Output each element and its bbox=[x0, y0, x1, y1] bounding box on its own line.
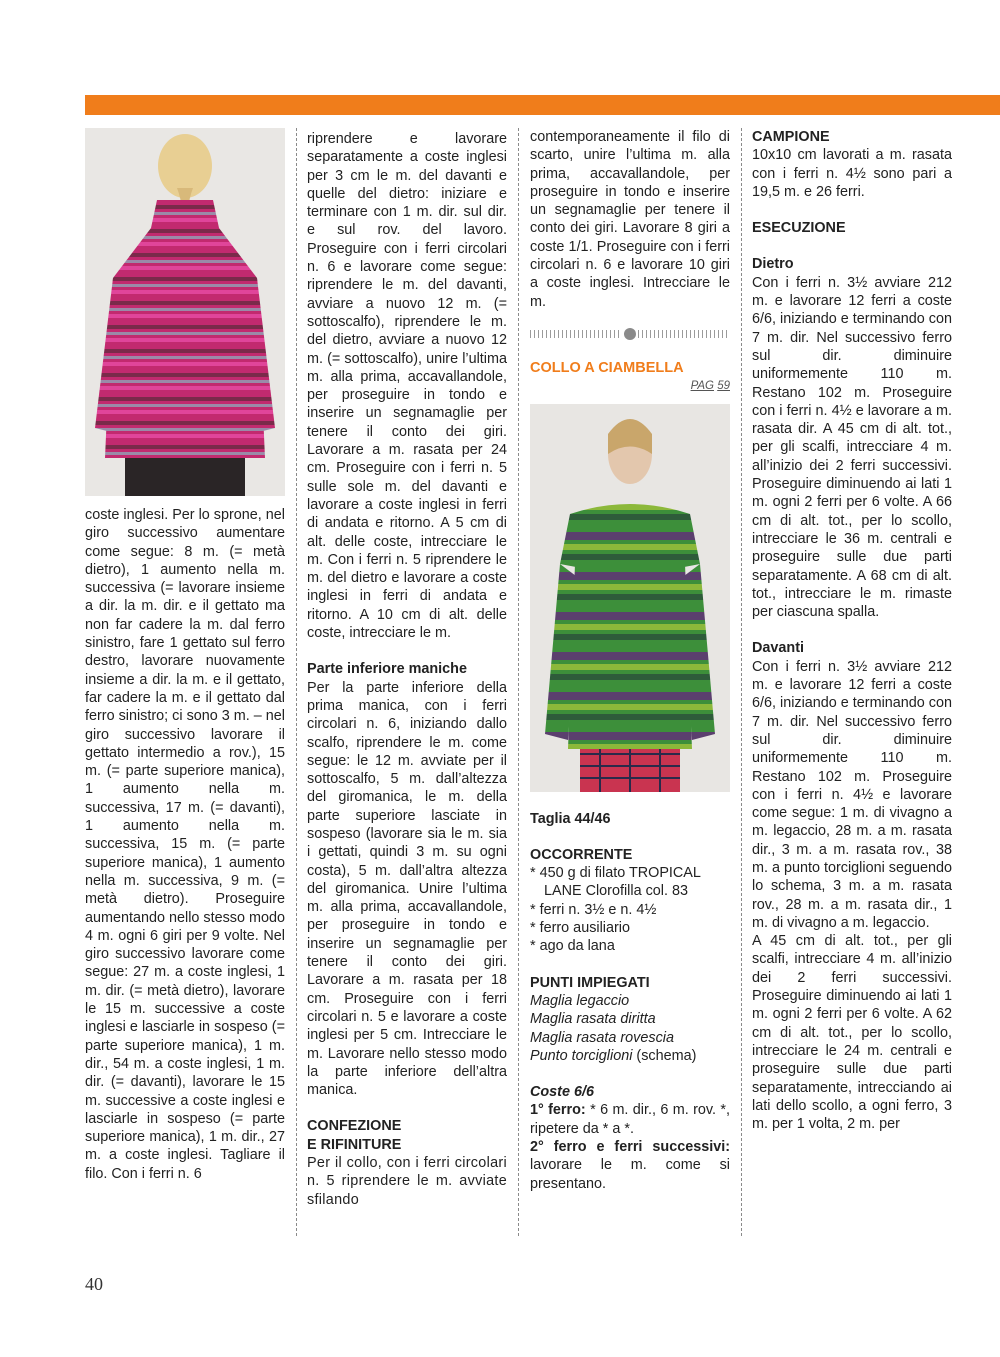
col2-paragraph: Per il collo, con i ferri circolari n. 5 riprendere le m. avviate sfilando bbox=[307, 1155, 507, 1208]
col1-text: coste inglesi. Per lo sprone, nel giro successivo aumentare come segue: 8 m. (= metà dietro), 1 aumento nella m. successiva (= lavorare insieme a dir. la m. dir. e il gettato ma non far cadere la m. dal ferro sinistro, fare 1 gettato sul ferro destro, lavorare nuovamente insieme a dir. la m. e il gettato, far cadere la m. e il gettato dal ferro sinistro; ci sono 3 m. – nel giro successivo lavorare il gettato intermedio a rov.), 15 m. (= parte superiore manica), 1 aumento nella m. successiva, 17 m. (= davanti), 1 aumento nella m. successiva, 15 m. (= parte superiore manica), 1 aumento nella m. successiva, 9 m. (= metà dietro). Proseguire aumentando nello stesso modo 4 m. ogni 6 giri per 9 volte. Nel giro successivo lavorare come segue: 27 m. a coste inglesi, 1 m. dir. (= metà dietro), lavorare le 15 m. successive a coste inglesi e lasciarle in sospeso (= parte superiore manica), 1 m. dir., 54 m. a coste inglesi, 1 m. dir. (= davanti), lavorare le 15 m. successive a coste inglesi e lasciarle in sospeso (= parte superiore manica), 1 m. dir., 27 m. a coste inglesi. Tagliare il filo. Con i ferri n. 6 bbox=[85, 507, 286, 1182]
page-reference: PAG 59 bbox=[690, 380, 730, 393]
col4-paragraph: A 45 cm di alt. tot., per gli scalfi, intrecciare 4 m. all’inizio dei 2 ferri successivi. Proseguire diminuendo ai lati 1 m. ogni 2 ferri per 6 volte. A 62 cm di alt. tot., per lo scollo, intrecciare le 24 m. centrali e proseguire sulle due parti separatamente, intrecciando ai lati dello scollo, a ogni ferro, 3 m. per 1 volta, 2 m. per bbox=[752, 933, 952, 1133]
stitch-item: Maglia rasata rovescia bbox=[530, 1029, 674, 1046]
section-heading-maniche: Parte inferiore maniche bbox=[307, 661, 467, 678]
green-sweater-icon bbox=[530, 404, 730, 792]
col3-paragraph: contemporaneamente il filo di scarto, unire l’ultima m. alla prima, accavallandole, per proseguire in tondo e inserire un segnamaglie per tenere il conto dei giri. Lavorare 8 giri a coste 1/1. Proseguire con i ferri circolari n. 6 e lavorare 10 giri a coste inglesi. Intrecciare le m. bbox=[530, 129, 730, 310]
size-label: Taglia 44/46 bbox=[530, 810, 611, 827]
column-3 bbox=[530, 128, 730, 1193]
section-heading-dietro: Dietro bbox=[752, 256, 794, 273]
section-title: COLLO A CIAMBELLA bbox=[530, 359, 684, 376]
col2-paragraph: Per la parte inferiore della prima manica, con i ferri circolari n. 6, iniziando dallo scalfo, riprendere le m. come segue: le 12 m. avviate per il sottoscalfo, 5 m. dall’altezza del giromanica, le m. della parte superiore lasciate in sospeso (lavorare sia le m. sia i gettati, quindi 3 m. su ogni costa), 5 m. dall’altra altezza del giromanica. Unire l’ultima m. alla prima, accavallandole, per proseguire in tondo e inserire un segnamaglie per tenere il conto dei giri. Lavorare a m. rasata per 18 cm. Proseguire con i ferri circolari n. 5 e lavorare a coste inglesi per 5 cm. Intrecciare le m. Lavorare nello stesso modo la parte inferiore dell’altra manica. bbox=[307, 679, 507, 1099]
model-front-photo bbox=[530, 404, 730, 792]
materials-item: * 450 g di filato TROPICAL LANE Clorofilla col. 83 bbox=[530, 865, 701, 900]
model-back-photo bbox=[85, 128, 285, 496]
page-number: 40 bbox=[85, 1274, 103, 1294]
section-heading-confezione: CONFEZIONE bbox=[307, 1118, 402, 1135]
stitch-item: Maglia rasata diritta bbox=[530, 1011, 656, 1028]
stitch-item: Punto torciglioni (schema) bbox=[530, 1047, 697, 1064]
section-heading-coste: Coste 6/6 bbox=[530, 1084, 594, 1101]
row-instruction: 2° ferro e ferri successivi: lavorare le m. come si presentano. bbox=[530, 1139, 730, 1192]
column-divider bbox=[296, 128, 297, 1236]
section-heading-occorrente: OCCORRENTE bbox=[530, 846, 633, 863]
materials-item: * ferro ausiliario bbox=[530, 920, 630, 937]
section-divider-ruler bbox=[530, 327, 730, 341]
column-4 bbox=[752, 128, 952, 1133]
section-heading-davanti: Davanti bbox=[752, 640, 804, 657]
materials-item: * ferri n. 3½ e n. 4½ bbox=[530, 901, 657, 918]
section-heading-esecuzione: ESECUZIONE bbox=[752, 220, 846, 237]
column-1 bbox=[85, 128, 285, 1183]
section-heading-campione: CAMPIONE bbox=[752, 129, 830, 145]
column-divider bbox=[518, 128, 519, 1236]
col2-paragraph: riprendere e lavorare separatamente a coste inglesi per 3 cm le m. del davanti e quelle del dietro: iniziare e terminare con 1 m. dir. sul dir. e sul rov. del lavoro. Proseguire con i ferri circolari n. 6 e lavorare come segue: riprendere le m. del davanti, avviare a nuovo 12 m. (= sottoscalfo), riprendere le m. del dietro, avviare a nuovo 12 m. (= sottoscalfo), unire l’ultima m. alla prima, accavallandole, per proseguire in tondo e inserire un segnamaglie per tenere il conto dei giri. Lavorare a m. rasata per 24 cm. Proseguire con i ferri n. 5 sulle sole m. del davanti e lavorare a coste inglesi in ferri di andata e ritorno. A 5 cm di alt. delle coste, intrecciare le m. Con i ferri n. 5 riprendere le m. del dietro e lavorare a coste inglesi in ferri di andata e ritorno. A 10 cm di alt. delle coste, intrecciare le m. bbox=[307, 131, 507, 642]
stitch-item: Maglia legaccio bbox=[530, 992, 630, 1009]
column-2 bbox=[307, 130, 507, 1209]
section-heading-punti: PUNTI IMPIEGATI bbox=[530, 974, 650, 991]
materials-item: * ago da lana bbox=[530, 938, 615, 955]
section-heading-rifiniture: E RIFINITURE bbox=[307, 1136, 402, 1153]
row-instruction: 1° ferro: * 6 m. dir., 6 m. rov. *, ripetere da * a *. bbox=[530, 1102, 730, 1137]
col4-paragraph: 10x10 cm lavorati a m. rasata con i ferri n. 4½ sono pari a 19,5 m. e 26 ferri. bbox=[752, 147, 952, 200]
pink-sweater-icon bbox=[85, 128, 285, 496]
col4-paragraph: Con i ferri n. 3½ avviare 212 m. e lavorare 12 ferri a coste 6/6, iniziando e terminando con 7 m. dir. Nel successivo ferro sul dir. diminuire uniformemente 110 m. Restano 102 m. Proseguire con i ferri n. 4½ e lavorare come segue: 1 m. di vivagno a m. legaccio, 28 m. a m. rasata dir., 3 m. a m. rasata rov., 38 m. a punto torciglioni seguendo lo schema, 3 m. a m. rasata rov., 28 m. a m. rasata dir., 1 m. di vivagno a m. legaccio. bbox=[752, 658, 953, 931]
column-divider bbox=[741, 128, 742, 1236]
orange-header-bar bbox=[85, 95, 1000, 115]
col4-paragraph: Con i ferri n. 3½ avviare 212 m. e lavorare 12 ferri a coste 6/6, iniziando e terminando con 7 m. dir. Nel successivo ferro sul dir. diminuire uniformemente 110 m. Restano 102 m. Proseguire con i ferri n. 4½ e lavorare a m. rasata dir. A 45 cm di alt. tot., per gli scalfi, intrecciare 4 m. all’inizio dei 2 ferri successivi. Proseguire diminuendo ai lati 1 m. ogni 2 ferri per 6 volte. A 66 cm di alt. tot., per lo scollo, intrecciare le 36 m. centrali e proseguire sulle due parti separatamente. A 68 cm di alt. tot., intrecciare le m. rimaste per ciascuna spalla. bbox=[752, 274, 953, 621]
